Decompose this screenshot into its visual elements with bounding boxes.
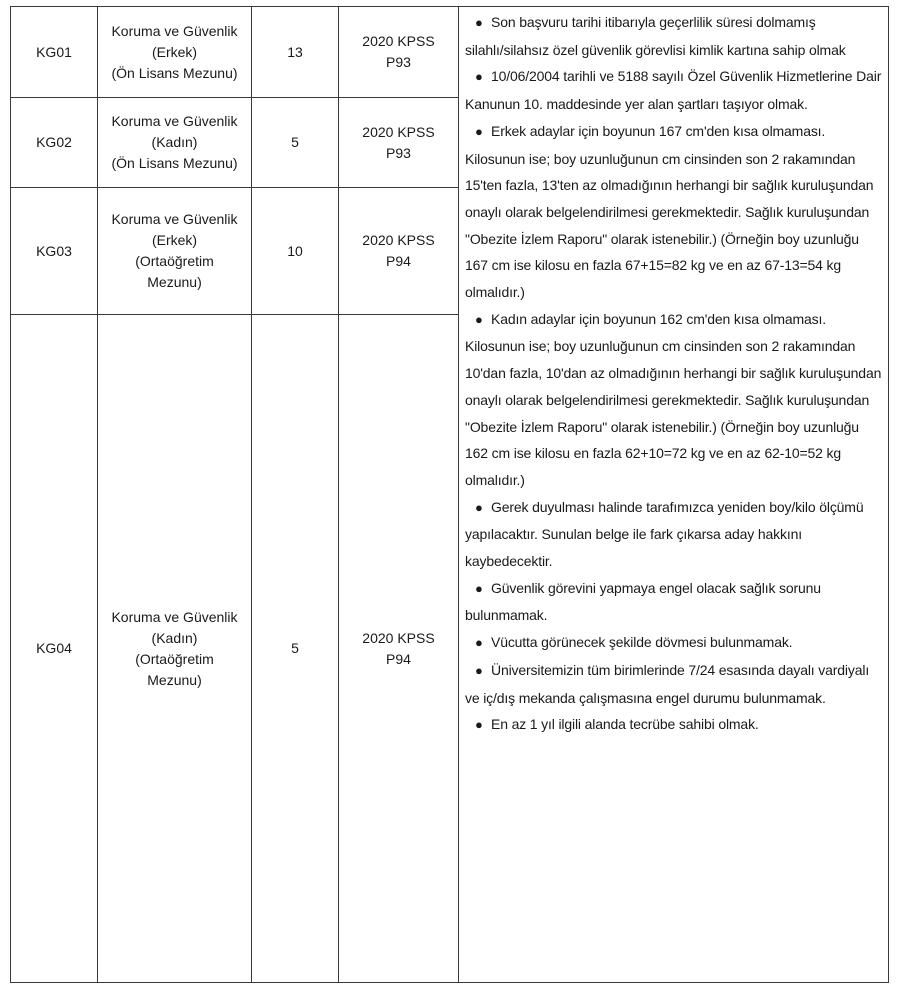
- quota-count-cell: 13: [252, 7, 339, 98]
- position-title-line: (Kadın): [151, 629, 198, 646]
- position-title-line: (Ön Lisans Mezunu): [111, 155, 238, 171]
- position-title-line: Koruma ve Güvenlik: [111, 211, 238, 227]
- score-type-line: 2020 KPSS: [362, 33, 435, 49]
- score-type-cell: [339, 7, 459, 98]
- score-type-cell: [339, 315, 459, 983]
- position-title-line: (Kadın): [151, 134, 198, 150]
- requirements-list: [465, 9, 884, 739]
- position-code-cell: KG04: [11, 315, 98, 983]
- requirement-text: Son başvuru tarihi itibarıyla geçerlilik süresi dolmamış silahlı/silahsız özel güvenlik görevlisi kimlik kartına sahip olmak: [465, 14, 846, 58]
- score-type-line: 2020 KPSS: [362, 232, 435, 248]
- requirement-item: [465, 118, 884, 306]
- requirement-item: [465, 494, 884, 575]
- position-title-cell: [98, 315, 252, 983]
- requirement-text: Güvenlik görevini yapmaya engel olacak sağlık sorunu bulunmamak.: [465, 579, 821, 624]
- bullet-icon: ●: [475, 15, 483, 30]
- position-title-line: (Erkek): [151, 43, 198, 60]
- bullet-icon: ●: [475, 69, 483, 85]
- requirement-item: [465, 711, 884, 739]
- bullet-icon: ●: [475, 311, 483, 327]
- requirements-cell: [459, 7, 889, 983]
- bullet-icon: ●: [475, 662, 483, 678]
- requirement-item: [465, 575, 884, 629]
- position-code-cell: KG03: [11, 188, 98, 315]
- position-title-line: Mezunu): [147, 671, 202, 688]
- requirement-text: Kadın adaylar için boyunun 162 cm'den kısa olmaması. Kilosunun ise; boy uzunluğunun cm cinsinden son 2 rakamından 10'dan fazla, 10'dan az olmadığının herhangi bir sağlık kuruluşundan onaylı olarak belgelendirilmesi gerekmektedir. Sağlık kuruluşundan "Obezite İzlem Raporu" olarak istenebilir.) (Örneğin boy uzunluğu 162 cm ise kilosu en fazla 62+10=72 kg ve en az 62-10=52 kg olmalıdır.): [465, 310, 882, 488]
- position-code-cell: KG01: [11, 7, 98, 98]
- table-row: [11, 7, 889, 98]
- requirement-item: [465, 63, 884, 117]
- quota-count-cell: 5: [252, 315, 339, 983]
- score-type-line: P94: [386, 650, 411, 667]
- position-title-line: Koruma ve Güvenlik: [111, 22, 238, 39]
- score-type-line: 2020 KPSS: [362, 629, 435, 646]
- requirement-item: [465, 629, 884, 657]
- position-title-line: (Erkek): [151, 232, 198, 248]
- position-title-cell: [98, 7, 252, 98]
- requirement-text: Üniversitemizin tüm birimlerinde 7/24 esasında dayalı vardiyalı ve iç/dış mekanda çalışmasına engel durumu bulunmamak.: [465, 661, 870, 706]
- requirement-text: En az 1 yıl ilgili alanda tecrübe sahibi olmak.: [491, 716, 759, 733]
- position-title-cell: [98, 188, 252, 315]
- position-title-line: (Ön Lisans Mezunu): [111, 64, 238, 81]
- bullet-icon: ●: [475, 635, 483, 651]
- position-title-cell: [98, 98, 252, 188]
- positions-table: [10, 6, 889, 983]
- position-title-line: Koruma ve Güvenlik: [111, 113, 238, 129]
- requirement-item: [465, 657, 884, 711]
- score-type-line: 2020 KPSS: [362, 123, 435, 140]
- bullet-icon: ●: [475, 123, 483, 139]
- requirement-text: 10/06/2004 tarihli ve 5188 sayılı Özel Güvenlik Hizmetlerine Dair Kanunun 10. maddesinde yer alan şartları taşıyor olmak.: [465, 68, 882, 113]
- position-title-line: (Ortaöğretim: [135, 253, 214, 269]
- bullet-icon: ●: [475, 717, 483, 733]
- bullet-icon: ●: [475, 499, 483, 515]
- score-type-cell: [339, 98, 459, 188]
- bullet-icon: ●: [475, 580, 483, 596]
- score-type-line: P93: [386, 54, 411, 70]
- requirement-item: [465, 306, 884, 494]
- requirement-text: Vücutta görünecek şekilde dövmesi bulunmamak.: [491, 634, 793, 651]
- position-title-line: Mezunu): [147, 274, 202, 290]
- requirement-text: Erkek adaylar için boyunun 167 cm'den kısa olmaması. Kilosunun ise; boy uzunluğunun cm cinsinden son 2 rakamından 15'ten fazla, 13'ten az olmadığının herhangi bir sağlık kuruluşundan onaylı olarak belgelendirilmesi gerekmektedir. Sağlık kuruluşundan "Obezite İzlem Raporu" olarak istenebilir.) (Örneğin boy uzunluğu 167 cm ise kilosu en fazla 67+15=82 kg ve en az 67-13=54 kg olmalıdır.): [465, 122, 874, 301]
- score-type-line: P94: [386, 253, 411, 269]
- requirement-item: [465, 9, 884, 63]
- score-type-line: P93: [386, 144, 411, 161]
- quota-count-cell: 10: [252, 188, 339, 315]
- requirement-text: Gerek duyulması halinde tarafımızca yeniden boy/kilo ölçümü yapılacaktır. Sunulan belge ile fark çıkarsa aday hakkını kaybedecektir.: [465, 498, 864, 570]
- score-type-cell: [339, 188, 459, 315]
- position-code-cell: KG02: [11, 98, 98, 188]
- quota-count-cell: 5: [252, 98, 339, 188]
- position-title-line: Koruma ve Güvenlik: [111, 608, 238, 625]
- position-title-line: (Ortaöğretim: [135, 650, 214, 667]
